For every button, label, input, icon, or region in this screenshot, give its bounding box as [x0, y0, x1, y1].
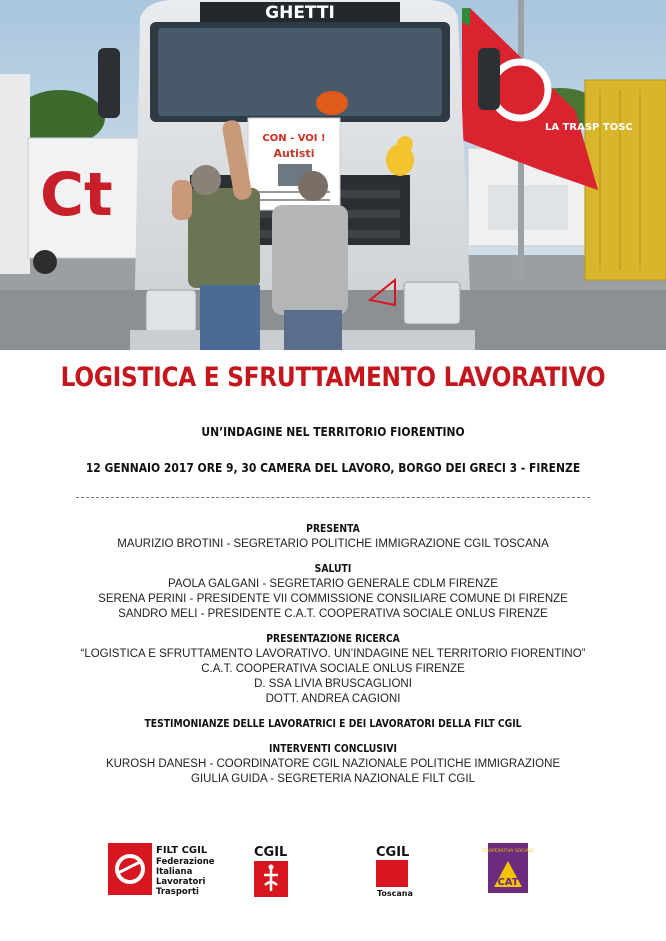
filt-line: Lavoratori: [156, 877, 206, 887]
section-line: DOTT. ANDREA CAGIONI: [265, 693, 401, 705]
filt-cgil-logo: [108, 843, 215, 899]
section-heading: SALUTI: [314, 563, 352, 575]
section-line: MAURIZIO BROTINI - SEGRETARIO POLITICHE IMMIGRAZIONE CGIL TOSCANA: [117, 538, 549, 550]
section-line: “LOGISTICA E SFRUTTAMENTO LAVORATIVO. UN’INDAGINE NEL TERRITORIO FIORENTINO”: [80, 648, 586, 660]
cgil-toscana-region: Toscana: [377, 889, 413, 898]
section-divider: [76, 497, 590, 498]
cgil-name: CGIL: [254, 845, 288, 860]
cgil-toscana-mark-icon: [376, 860, 408, 887]
section-line: SERENA PERINI - PRESIDENTE VII COMMISSIONE CONSILIARE COMUNE DI FIRENZE: [98, 593, 568, 605]
section-heading: INTERVENTI CONCLUSIVI: [269, 743, 397, 755]
section-heading: PRESENTAZIONE RICERCA: [266, 633, 400, 645]
section-saluti: [0, 562, 666, 622]
section-line: PAOLA GALGANI - SEGRETARIO GENERALE CDLM FIRENZE: [168, 578, 498, 590]
section-line: D. SSA LIVIA BRUSCAGLIONI: [254, 678, 412, 690]
section-line: SANDRO MELI - PRESIDENTE C.A.T. COOPERATIVA SOCIALE ONLUS FIRENZE: [118, 608, 548, 620]
section-testimonianze: [0, 717, 666, 732]
filt-name: FILT CGIL: [156, 845, 208, 856]
section-presenta: [0, 522, 666, 552]
hero-photo: [0, 0, 666, 350]
section-line: KUROSH DANESH - COORDINATORE CGIL NAZIONALE POLITICHE IMMIGRAZIONE: [105, 758, 561, 770]
flag-text: LA TRASP TOSC: [545, 122, 633, 133]
filt-line: Italiana: [156, 867, 193, 877]
truck-brand: GHETTI: [265, 3, 335, 23]
section-heading: PRESENTA: [306, 523, 360, 535]
sponsor-logos: [0, 843, 666, 899]
cgil-logo: [252, 843, 296, 899]
event-dateline: 12 GENNAIO 2017 ORE 9, 30 CAMERA DEL LAVORO, BORGO DEI GRECI 3 - FIRENZE: [85, 460, 581, 475]
section-interventi-conclusivi: [0, 742, 666, 787]
cat-cooperativa-logo: [481, 843, 535, 895]
cat-name: CAT: [497, 877, 519, 888]
cgil-toscana-name: CGIL: [376, 845, 410, 860]
cgil-toscana-logo: [374, 843, 418, 899]
filt-line: Trasporti: [156, 887, 199, 897]
sign-line2: Autisti: [273, 147, 315, 160]
filt-mark-icon: [108, 843, 152, 895]
trailer-logo-text: Ct: [40, 160, 113, 230]
section-presentazione-ricerca: [0, 632, 666, 707]
program-list: [0, 522, 666, 787]
section-line: GIULIA GUIDA - SEGRETERIA NAZIONALE FILT CGIL: [191, 773, 475, 785]
event-subtitle: UN’INDAGINE NEL TERRITORIO FIORENTINO: [201, 424, 465, 439]
section-heading: TESTIMONIANZE DELLE LAVORATRICI E DEI LAVORATORI DELLA FILT CGIL: [144, 718, 522, 730]
filt-line: Federazione: [156, 857, 215, 867]
sign-line1: CON - VOI !: [262, 133, 326, 144]
event-title: LOGISTICA E SFRUTTAMENTO LAVORATIVO: [60, 362, 606, 393]
cat-top-text: COOPERATIVA SOCIALE: [481, 849, 535, 854]
section-line: C.A.T. COOPERATIVA SOCIALE ONLUS FIRENZE: [201, 663, 465, 675]
